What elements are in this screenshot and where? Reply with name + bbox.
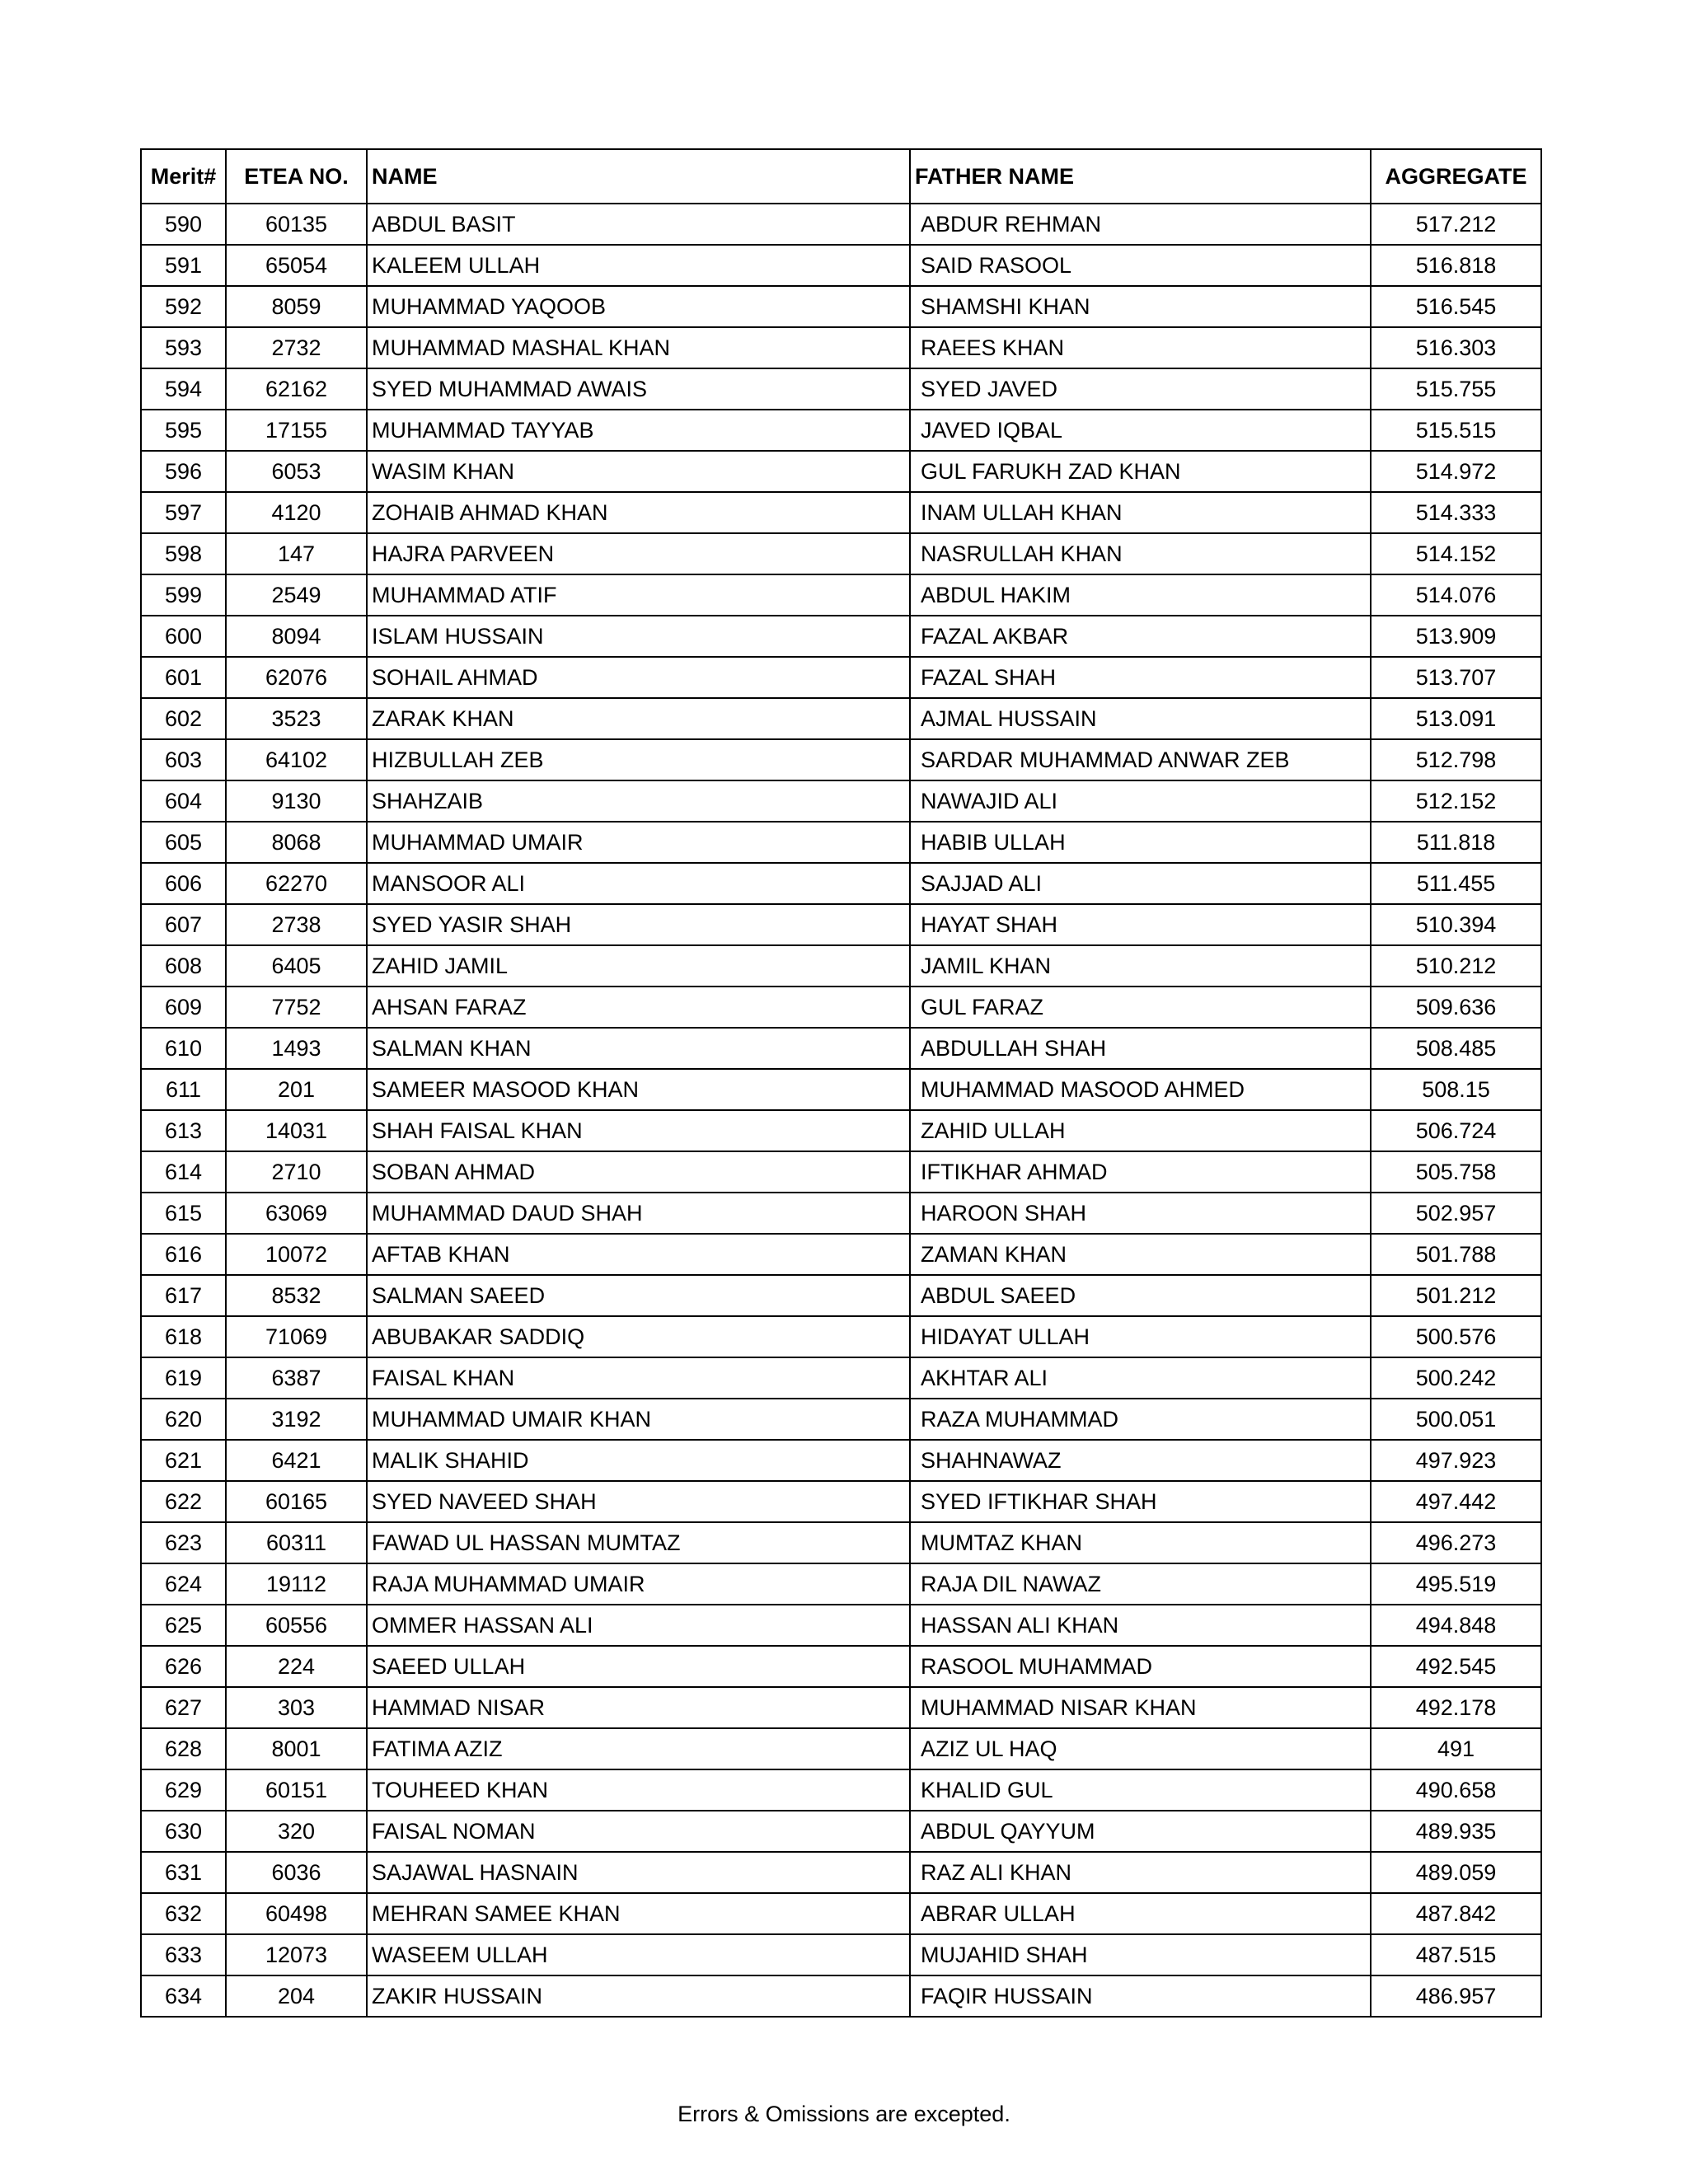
cell-etea-no: 6387 [226, 1357, 367, 1399]
cell-merit: 619 [141, 1357, 226, 1399]
cell-merit: 592 [141, 286, 226, 327]
table-row [141, 1852, 1541, 1893]
cell-etea-no: 4120 [226, 492, 367, 533]
cell-name: ABUBAKAR SADDIQ [367, 1316, 910, 1357]
cell-etea-no: 17155 [226, 410, 367, 451]
table-row [141, 1811, 1541, 1852]
table-row [141, 1069, 1541, 1110]
table-row [141, 739, 1541, 780]
cell-etea-no: 2549 [226, 574, 367, 616]
cell-father-name: FAZAL SHAH [910, 657, 1371, 698]
cell-merit: 627 [141, 1687, 226, 1728]
cell-father-name: ZAMAN KHAN [910, 1234, 1371, 1275]
cell-aggregate: 517.212 [1371, 204, 1541, 245]
cell-father-name: FAZAL AKBAR [910, 616, 1371, 657]
cell-father-name: NAWAJID ALI [910, 780, 1371, 822]
cell-merit: 610 [141, 1028, 226, 1069]
cell-name: MEHRAN SAMEE KHAN [367, 1893, 910, 1934]
cell-etea-no: 6405 [226, 945, 367, 987]
cell-aggregate: 496.273 [1371, 1522, 1541, 1563]
cell-aggregate: 489.935 [1371, 1811, 1541, 1852]
cell-etea-no: 8094 [226, 616, 367, 657]
cell-merit: 630 [141, 1811, 226, 1852]
table-row [141, 698, 1541, 739]
cell-father-name: JAVED IQBAL [910, 410, 1371, 451]
cell-aggregate: 513.707 [1371, 657, 1541, 698]
cell-merit: 633 [141, 1934, 226, 1975]
table-row [141, 1316, 1541, 1357]
cell-father-name: SARDAR MUHAMMAD ANWAR ZEB [910, 739, 1371, 780]
cell-aggregate: 511.818 [1371, 822, 1541, 863]
cell-aggregate: 516.818 [1371, 245, 1541, 286]
cell-merit: 622 [141, 1481, 226, 1522]
table-row [141, 1028, 1541, 1069]
cell-etea-no: 9130 [226, 780, 367, 822]
table-row [141, 1234, 1541, 1275]
cell-father-name: NASRULLAH KHAN [910, 533, 1371, 574]
cell-aggregate: 487.515 [1371, 1934, 1541, 1975]
table-row [141, 1399, 1541, 1440]
cell-merit: 623 [141, 1522, 226, 1563]
cell-merit: 599 [141, 574, 226, 616]
cell-aggregate: 508.15 [1371, 1069, 1541, 1110]
cell-father-name: RAEES KHAN [910, 327, 1371, 368]
table-row [141, 286, 1541, 327]
cell-name: ABDUL BASIT [367, 204, 910, 245]
cell-aggregate: 515.515 [1371, 410, 1541, 451]
cell-aggregate: 513.091 [1371, 698, 1541, 739]
cell-father-name: ABDUL HAKIM [910, 574, 1371, 616]
cell-father-name: GUL FARAZ [910, 987, 1371, 1028]
cell-etea-no: 204 [226, 1975, 367, 2017]
cell-father-name: ZAHID ULLAH [910, 1110, 1371, 1151]
cell-merit: 594 [141, 368, 226, 410]
cell-merit: 605 [141, 822, 226, 863]
cell-name: SOBAN AHMAD [367, 1151, 910, 1193]
cell-name: ZAHID JAMIL [367, 945, 910, 987]
cell-merit: 603 [141, 739, 226, 780]
cell-father-name: INAM ULLAH KHAN [910, 492, 1371, 533]
cell-name: WASIM KHAN [367, 451, 910, 492]
cell-father-name: AZIZ UL HAQ [910, 1728, 1371, 1769]
cell-father-name: SAID RASOOL [910, 245, 1371, 286]
cell-name: MUHAMMAD UMAIR [367, 822, 910, 863]
cell-aggregate: 513.909 [1371, 616, 1541, 657]
cell-merit: 629 [141, 1769, 226, 1811]
cell-father-name: ABDULLAH SHAH [910, 1028, 1371, 1069]
cell-father-name: ABDUR REHMAN [910, 204, 1371, 245]
cell-father-name: SAJJAD ALI [910, 863, 1371, 904]
cell-etea-no: 201 [226, 1069, 367, 1110]
cell-name: SALMAN SAEED [367, 1275, 910, 1316]
cell-etea-no: 303 [226, 1687, 367, 1728]
table-row [141, 1646, 1541, 1687]
cell-merit: 626 [141, 1646, 226, 1687]
cell-merit: 604 [141, 780, 226, 822]
cell-etea-no: 1493 [226, 1028, 367, 1069]
cell-father-name: HAROON SHAH [910, 1193, 1371, 1234]
header-father-name: FATHER NAME [910, 149, 1371, 204]
cell-merit: 598 [141, 533, 226, 574]
table-row [141, 533, 1541, 574]
cell-merit: 634 [141, 1975, 226, 2017]
cell-father-name: ABDUL QAYYUM [910, 1811, 1371, 1852]
cell-name: KALEEM ULLAH [367, 245, 910, 286]
table-row [141, 1563, 1541, 1605]
cell-father-name: ABDUL SAEED [910, 1275, 1371, 1316]
cell-father-name: HAYAT SHAH [910, 904, 1371, 945]
cell-merit: 632 [141, 1893, 226, 1934]
cell-aggregate: 502.957 [1371, 1193, 1541, 1234]
cell-merit: 624 [141, 1563, 226, 1605]
table-row [141, 657, 1541, 698]
cell-etea-no: 2710 [226, 1151, 367, 1193]
cell-father-name: SYED JAVED [910, 368, 1371, 410]
cell-etea-no: 62076 [226, 657, 367, 698]
cell-name: RAJA MUHAMMAD UMAIR [367, 1563, 910, 1605]
footer-note: Errors & Omissions are excepted. [678, 2102, 1010, 2126]
table-row [141, 327, 1541, 368]
cell-merit: 597 [141, 492, 226, 533]
cell-name: WASEEM ULLAH [367, 1934, 910, 1975]
cell-etea-no: 8068 [226, 822, 367, 863]
cell-aggregate: 515.755 [1371, 368, 1541, 410]
cell-name: SHAHZAIB [367, 780, 910, 822]
cell-aggregate: 489.059 [1371, 1852, 1541, 1893]
cell-aggregate: 492.178 [1371, 1687, 1541, 1728]
header-aggregate: AGGREGATE [1371, 149, 1541, 204]
cell-merit: 595 [141, 410, 226, 451]
cell-merit: 625 [141, 1605, 226, 1646]
cell-etea-no: 6053 [226, 451, 367, 492]
table-row [141, 451, 1541, 492]
table-row [141, 616, 1541, 657]
table-row [141, 1728, 1541, 1769]
cell-aggregate: 490.658 [1371, 1769, 1541, 1811]
cell-father-name: RAZ ALI KHAN [910, 1852, 1371, 1893]
table-row [141, 1357, 1541, 1399]
cell-aggregate: 516.545 [1371, 286, 1541, 327]
cell-etea-no: 60311 [226, 1522, 367, 1563]
cell-name: MANSOOR ALI [367, 863, 910, 904]
cell-merit: 601 [141, 657, 226, 698]
table-row [141, 1893, 1541, 1934]
cell-name: SALMAN KHAN [367, 1028, 910, 1069]
cell-aggregate: 497.923 [1371, 1440, 1541, 1481]
cell-father-name: MUMTAZ KHAN [910, 1522, 1371, 1563]
cell-etea-no: 12073 [226, 1934, 367, 1975]
cell-name: MUHAMMAD DAUD SHAH [367, 1193, 910, 1234]
cell-father-name: RASOOL MUHAMMAD [910, 1646, 1371, 1687]
cell-merit: 602 [141, 698, 226, 739]
cell-aggregate: 492.545 [1371, 1646, 1541, 1687]
cell-etea-no: 65054 [226, 245, 367, 286]
cell-etea-no: 71069 [226, 1316, 367, 1357]
cell-father-name: MUJAHID SHAH [910, 1934, 1371, 1975]
cell-father-name: MUHAMMAD MASOOD AHMED [910, 1069, 1371, 1110]
table-row [141, 863, 1541, 904]
cell-aggregate: 497.442 [1371, 1481, 1541, 1522]
cell-name: SAMEER MASOOD KHAN [367, 1069, 910, 1110]
cell-etea-no: 147 [226, 533, 367, 574]
cell-name: SAEED ULLAH [367, 1646, 910, 1687]
cell-etea-no: 3523 [226, 698, 367, 739]
cell-name: MUHAMMAD YAQOOB [367, 286, 910, 327]
cell-aggregate: 514.972 [1371, 451, 1541, 492]
cell-name: MUHAMMAD TAYYAB [367, 410, 910, 451]
cell-merit: 591 [141, 245, 226, 286]
cell-etea-no: 3192 [226, 1399, 367, 1440]
cell-aggregate: 505.758 [1371, 1151, 1541, 1193]
cell-father-name: HASSAN ALI KHAN [910, 1605, 1371, 1646]
cell-aggregate: 500.051 [1371, 1399, 1541, 1440]
cell-name: FAISAL NOMAN [367, 1811, 910, 1852]
cell-name: TOUHEED KHAN [367, 1769, 910, 1811]
cell-merit: 590 [141, 204, 226, 245]
table-row [141, 822, 1541, 863]
cell-merit: 618 [141, 1316, 226, 1357]
table-row [141, 1769, 1541, 1811]
cell-aggregate: 511.455 [1371, 863, 1541, 904]
table-row [141, 987, 1541, 1028]
cell-aggregate: 508.485 [1371, 1028, 1541, 1069]
table-row [141, 410, 1541, 451]
cell-aggregate: 510.394 [1371, 904, 1541, 945]
cell-merit: 616 [141, 1234, 226, 1275]
cell-etea-no: 6036 [226, 1852, 367, 1893]
table-row [141, 1481, 1541, 1522]
table-row [141, 945, 1541, 987]
cell-merit: 593 [141, 327, 226, 368]
table-row [141, 1934, 1541, 1975]
cell-father-name: KHALID GUL [910, 1769, 1371, 1811]
cell-name: MALIK SHAHID [367, 1440, 910, 1481]
cell-name: FAISAL KHAN [367, 1357, 910, 1399]
cell-etea-no: 2738 [226, 904, 367, 945]
cell-aggregate: 512.798 [1371, 739, 1541, 780]
cell-aggregate: 514.076 [1371, 574, 1541, 616]
cell-name: OMMER HASSAN ALI [367, 1605, 910, 1646]
header-name: NAME [367, 149, 910, 204]
cell-merit: 628 [141, 1728, 226, 1769]
cell-etea-no: 63069 [226, 1193, 367, 1234]
cell-father-name: IFTIKHAR AHMAD [910, 1151, 1371, 1193]
cell-name: FATIMA AZIZ [367, 1728, 910, 1769]
cell-etea-no: 2732 [226, 327, 367, 368]
table-row [141, 1605, 1541, 1646]
cell-merit: 613 [141, 1110, 226, 1151]
cell-aggregate: 506.724 [1371, 1110, 1541, 1151]
table-header-row [141, 149, 1541, 204]
cell-father-name: SHAMSHI KHAN [910, 286, 1371, 327]
cell-etea-no: 8059 [226, 286, 367, 327]
cell-merit: 617 [141, 1275, 226, 1316]
cell-name: SHAH FAISAL KHAN [367, 1110, 910, 1151]
cell-father-name: SHAHNAWAZ [910, 1440, 1371, 1481]
cell-etea-no: 14031 [226, 1110, 367, 1151]
table-row [141, 780, 1541, 822]
table-row [141, 492, 1541, 533]
cell-aggregate: 501.212 [1371, 1275, 1541, 1316]
cell-father-name: AJMAL HUSSAIN [910, 698, 1371, 739]
cell-father-name: FAQIR HUSSAIN [910, 1975, 1371, 2017]
cell-etea-no: 60498 [226, 1893, 367, 1934]
cell-name: AHSAN FARAZ [367, 987, 910, 1028]
table-row [141, 1975, 1541, 2017]
cell-father-name: RAZA MUHAMMAD [910, 1399, 1371, 1440]
table-row [141, 574, 1541, 616]
cell-aggregate: 500.576 [1371, 1316, 1541, 1357]
cell-etea-no: 62270 [226, 863, 367, 904]
cell-name: SYED MUHAMMAD AWAIS [367, 368, 910, 410]
cell-father-name: ABRAR ULLAH [910, 1893, 1371, 1934]
cell-name: ZARAK KHAN [367, 698, 910, 739]
cell-aggregate: 486.957 [1371, 1975, 1541, 2017]
cell-aggregate: 514.152 [1371, 533, 1541, 574]
cell-etea-no: 320 [226, 1811, 367, 1852]
cell-father-name: MUHAMMAD NISAR KHAN [910, 1687, 1371, 1728]
cell-aggregate: 514.333 [1371, 492, 1541, 533]
cell-aggregate: 495.519 [1371, 1563, 1541, 1605]
table-row [141, 204, 1541, 245]
table-row [141, 245, 1541, 286]
table-row [141, 1275, 1541, 1316]
cell-name: ZOHAIB AHMAD KHAN [367, 492, 910, 533]
cell-etea-no: 64102 [226, 739, 367, 780]
cell-father-name: JAMIL KHAN [910, 945, 1371, 987]
cell-name: ISLAM HUSSAIN [367, 616, 910, 657]
cell-merit: 608 [141, 945, 226, 987]
cell-aggregate: 501.788 [1371, 1234, 1541, 1275]
table-row [141, 1522, 1541, 1563]
merit-list-table [140, 148, 1542, 2018]
cell-father-name: AKHTAR ALI [910, 1357, 1371, 1399]
cell-merit: 611 [141, 1069, 226, 1110]
cell-etea-no: 60151 [226, 1769, 367, 1811]
cell-name: HAMMAD NISAR [367, 1687, 910, 1728]
cell-etea-no: 60135 [226, 204, 367, 245]
cell-name: HIZBULLAH ZEB [367, 739, 910, 780]
cell-merit: 614 [141, 1151, 226, 1193]
cell-etea-no: 60556 [226, 1605, 367, 1646]
cell-merit: 607 [141, 904, 226, 945]
table-row [141, 904, 1541, 945]
cell-merit: 620 [141, 1399, 226, 1440]
cell-name: HAJRA PARVEEN [367, 533, 910, 574]
table-row [141, 368, 1541, 410]
cell-aggregate: 494.848 [1371, 1605, 1541, 1646]
cell-name: SYED YASIR SHAH [367, 904, 910, 945]
cell-merit: 606 [141, 863, 226, 904]
cell-merit: 631 [141, 1852, 226, 1893]
header-merit: Merit# [141, 149, 226, 204]
table-row [141, 1440, 1541, 1481]
cell-etea-no: 8532 [226, 1275, 367, 1316]
cell-name: MUHAMMAD MASHAL KHAN [367, 327, 910, 368]
cell-merit: 621 [141, 1440, 226, 1481]
cell-name: MUHAMMAD ATIF [367, 574, 910, 616]
cell-name: SOHAIL AHMAD [367, 657, 910, 698]
cell-aggregate: 491 [1371, 1728, 1541, 1769]
cell-father-name: HABIB ULLAH [910, 822, 1371, 863]
header-etea-no: ETEA NO. [226, 149, 367, 204]
cell-father-name: GUL FARUKH ZAD KHAN [910, 451, 1371, 492]
table-body [141, 204, 1541, 2017]
cell-name: ZAKIR HUSSAIN [367, 1975, 910, 2017]
cell-etea-no: 6421 [226, 1440, 367, 1481]
cell-name: SYED NAVEED SHAH [367, 1481, 910, 1522]
cell-etea-no: 19112 [226, 1563, 367, 1605]
cell-etea-no: 60165 [226, 1481, 367, 1522]
cell-aggregate: 512.152 [1371, 780, 1541, 822]
cell-aggregate: 500.242 [1371, 1357, 1541, 1399]
table-row [141, 1151, 1541, 1193]
cell-etea-no: 224 [226, 1646, 367, 1687]
cell-merit: 596 [141, 451, 226, 492]
table-row [141, 1687, 1541, 1728]
cell-merit: 615 [141, 1193, 226, 1234]
cell-name: SAJAWAL HASNAIN [367, 1852, 910, 1893]
cell-aggregate: 487.842 [1371, 1893, 1541, 1934]
cell-father-name: SYED IFTIKHAR SHAH [910, 1481, 1371, 1522]
table-row [141, 1193, 1541, 1234]
cell-etea-no: 7752 [226, 987, 367, 1028]
table-row [141, 1110, 1541, 1151]
cell-name: MUHAMMAD UMAIR KHAN [367, 1399, 910, 1440]
cell-aggregate: 510.212 [1371, 945, 1541, 987]
cell-aggregate: 516.303 [1371, 327, 1541, 368]
cell-aggregate: 509.636 [1371, 987, 1541, 1028]
cell-father-name: HIDAYAT ULLAH [910, 1316, 1371, 1357]
cell-merit: 609 [141, 987, 226, 1028]
cell-etea-no: 8001 [226, 1728, 367, 1769]
cell-name: FAWAD UL HASSAN MUMTAZ [367, 1522, 910, 1563]
cell-merit: 600 [141, 616, 226, 657]
cell-etea-no: 10072 [226, 1234, 367, 1275]
cell-etea-no: 62162 [226, 368, 367, 410]
cell-father-name: RAJA DIL NAWAZ [910, 1563, 1371, 1605]
cell-name: AFTAB KHAN [367, 1234, 910, 1275]
